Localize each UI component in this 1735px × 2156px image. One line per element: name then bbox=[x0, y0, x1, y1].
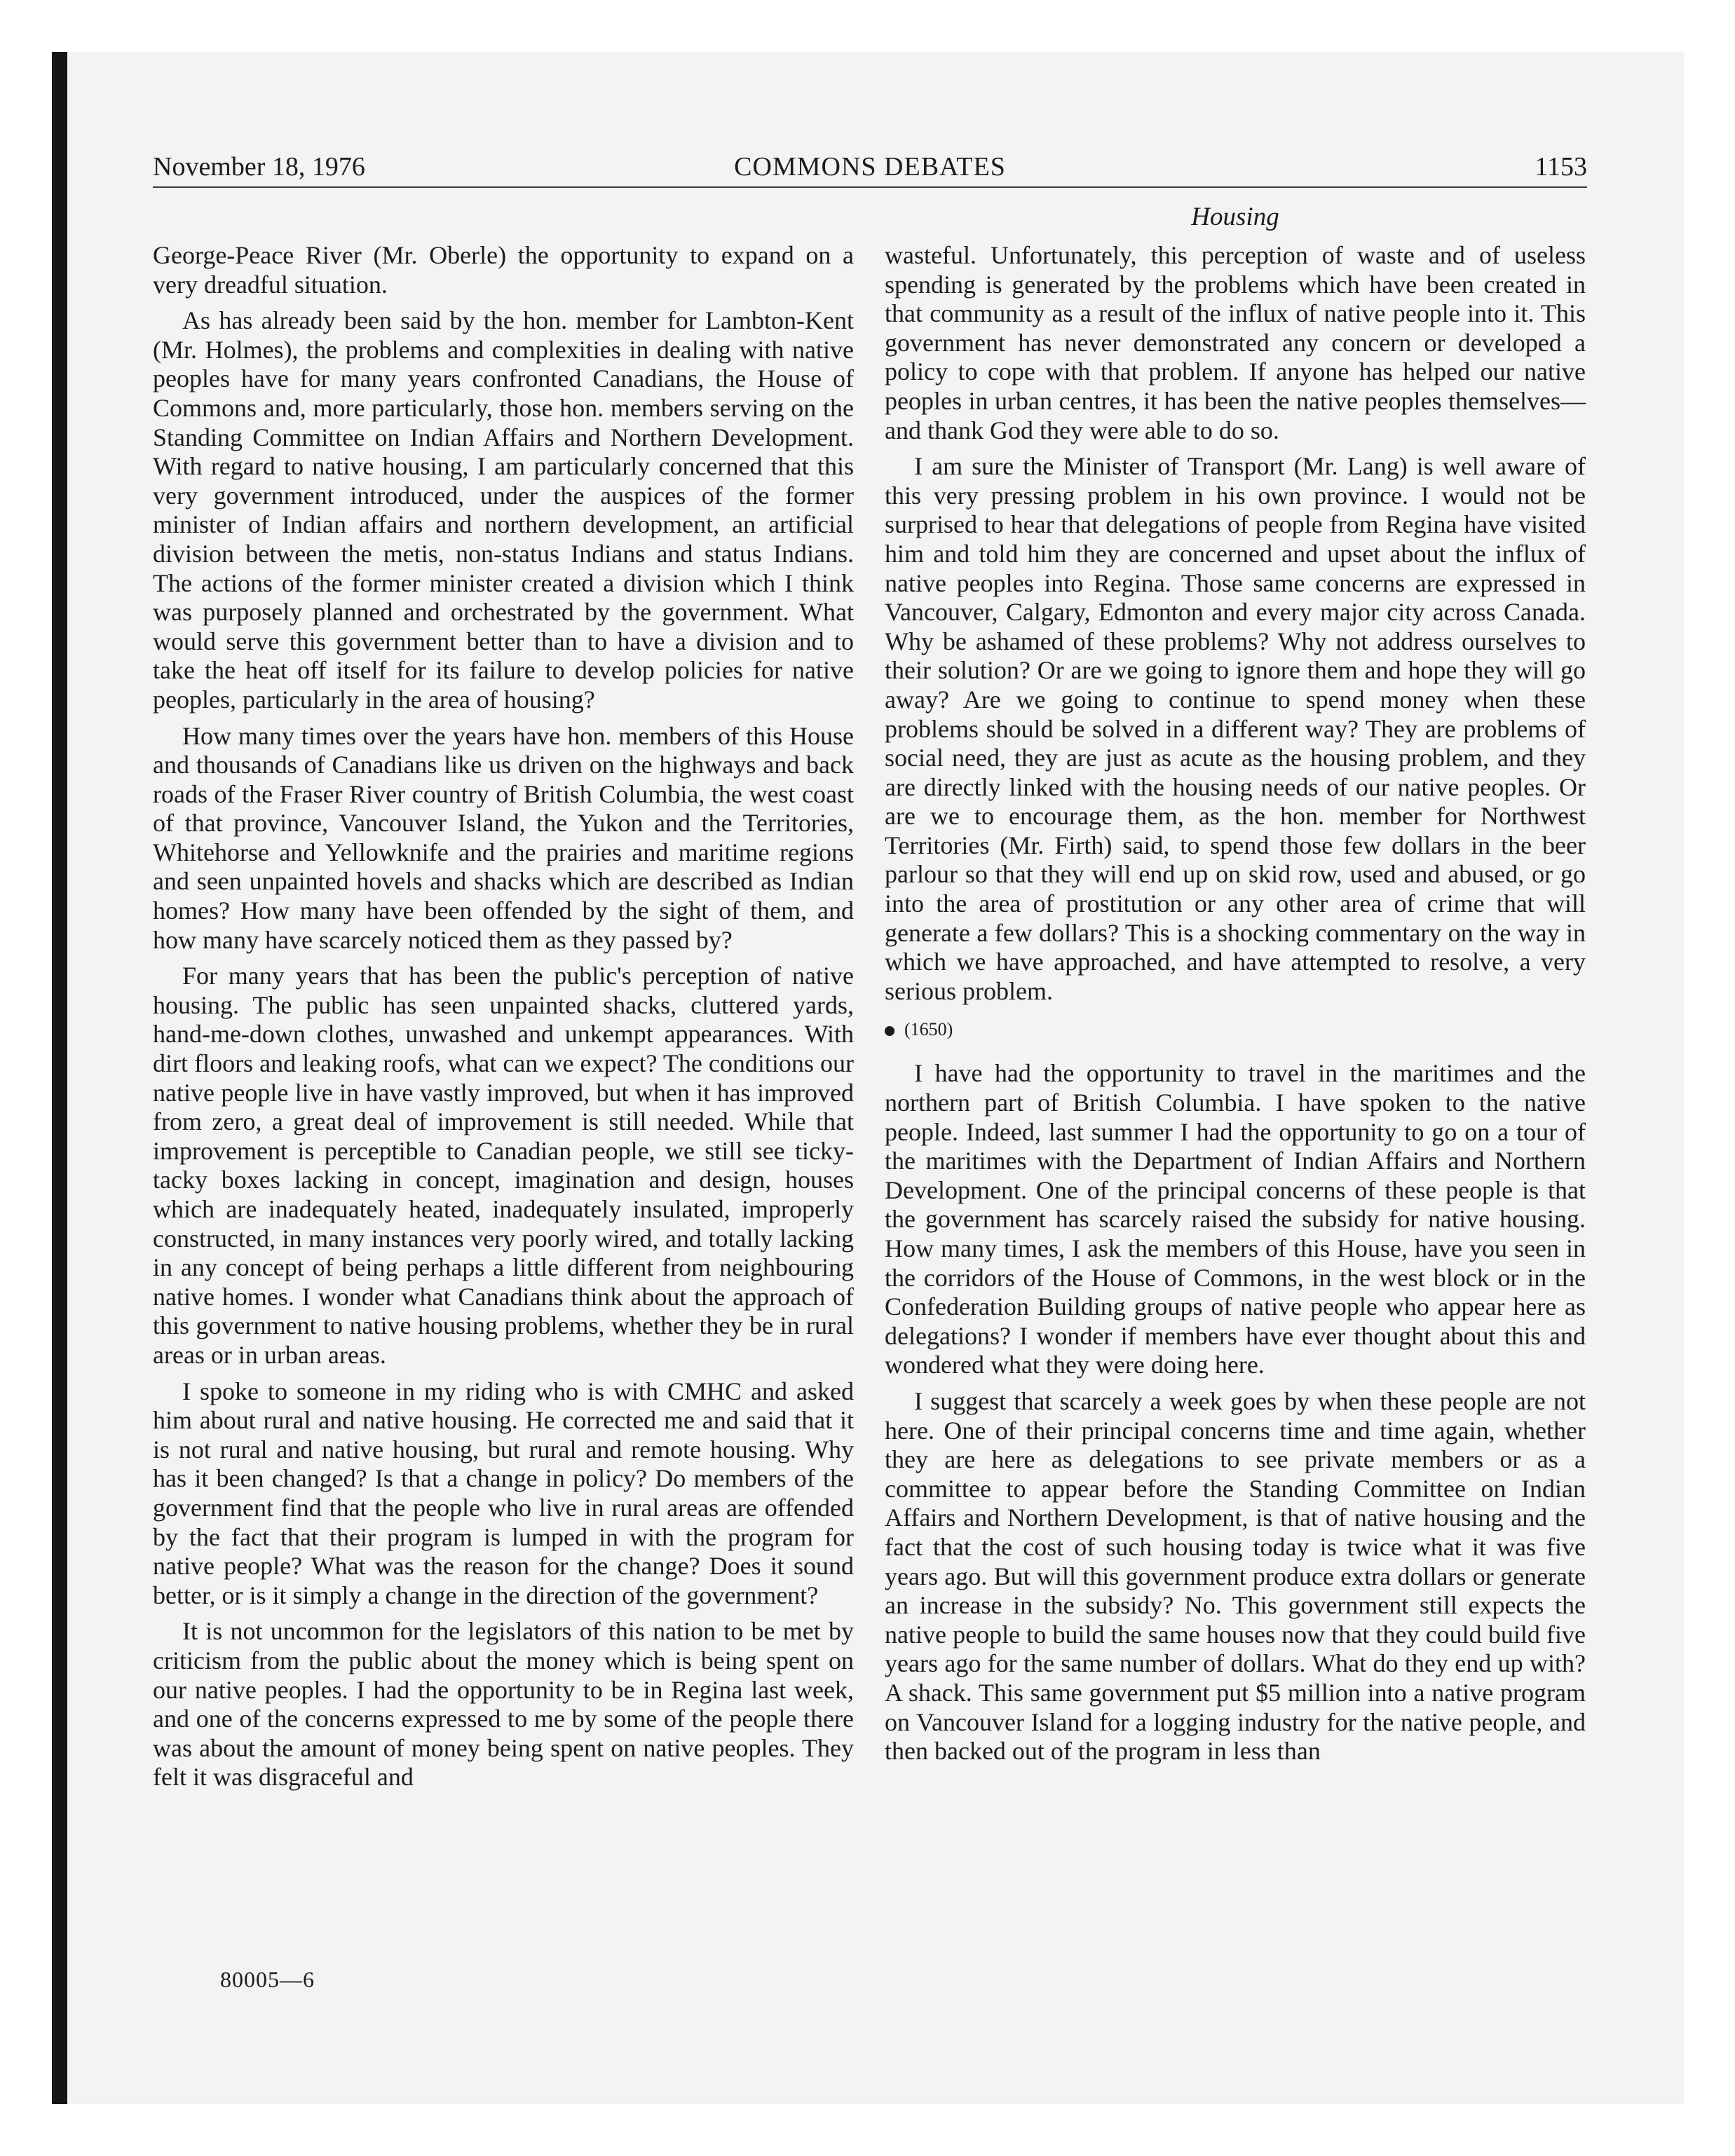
section-heading: Housing bbox=[1191, 203, 1279, 231]
running-header bbox=[153, 147, 1587, 188]
right-column bbox=[885, 241, 1586, 1773]
paragraph: George-Peace River (Mr. Oberle) the opportunity to expand on a very dreadful situation. bbox=[153, 241, 854, 299]
time-marker-label: (1650) bbox=[904, 1019, 953, 1040]
paragraph: I am sure the Minister of Transport (Mr. Lang) is well aware of this very pressing problem in his own province. I would not be surprised to hear that delegations of people from Regina have visited him and told him they are concerned and upset about the influx of native peoples into Regina. Those same concerns are expressed in Vancouver, Calgary, Edmonton and every major city across Canada. Why be ashamed of these problems? Why not address ourselves to their solution? Or are we going to ignore them and hope they will go away? Are we going to continue to spend money when these problems should be solved in a different way? They are problems of social need, they are just as acute as the housing problem, and they are directly linked with the housing needs of our native peoples. Or are we to encourage them, as the hon. member for Northwest Territories (Mr. Firth) said, to spend those few dollars in the beer parlour so that they will end up on skid row, used and abused, or go into the area of prostitution or any other area of crime that will generate a few dollars? This is a shocking commentary on the way in which we have approached, and have attempted to resolve, a very serious problem. bbox=[885, 452, 1586, 1005]
paragraph: wasteful. Unfortunately, this perception of waste and of useless spending is generated by the problems which have been created in that community as a result of the influx of native people into it. This government has never demonstrated any concern or developed a policy to cope with that problem. If anyone has helped our native peoples in urban centres, it has been the native peoples themselves—and thank God they were able to do so. bbox=[885, 241, 1586, 444]
scan-edge-bar bbox=[52, 52, 67, 2104]
bullet-icon bbox=[885, 1026, 894, 1036]
footer-code: 80005—6 bbox=[220, 1967, 315, 1992]
paragraph: How many times over the years have hon. members of this House and thousands of Canadians like us driven on the highways and back roads of the Fraser River country of British Columbia, the west coast of that province, Vancouver Island, the Yukon and the Territories, Whitehorse and Yellowknife and the prairies and maritime regions and seen unpainted hovels and shacks which are described as Indian homes? How many have been offended by the sight of them, and how many have scarcely noticed them as they passed by? bbox=[153, 721, 854, 954]
paragraph: For many years that has been the public's perception of native housing. The public has seen unpainted shacks, cluttered yards, hand-me-down clothes, unwashed and unkempt appearances. With dirt floors and leaking roofs, what can we expect? The conditions our native people live in have vastly improved, but when it has improved from zero, a great deal of improvement is still needed. While that improvement is perceptible to Canadian people, we still see ticky-tacky boxes lacking in concept, imagination and design, houses which are inadequately heated, inadequately insulated, improperly constructed, in many instances very poorly wired, and totally lacking in any concept of being perhaps a little different from neighbouring native homes. I wonder what Canadians think about the approach of this government to native housing problems, whether they be in rural areas or in urban areas. bbox=[153, 962, 854, 1369]
header-title: COMMONS DEBATES bbox=[734, 152, 1006, 182]
paragraph: I spoke to someone in my riding who is with CMHC and asked him about rural and native housing. He corrected me and said that it is not rural and native housing, but rural and remote housing. Why has it been changed? Is that a change in policy? Do members of the government find that the people who live in rural areas are offended by the fact that their program is lumped in with the program for native people? What was the reason for the change? Does it sound better, or is it simply a change in the direction of the government? bbox=[153, 1377, 854, 1609]
paragraph: I suggest that scarcely a week goes by when these people are not here. One of their principal concerns time and time again, whether they are here as delegations to see private members or as a committee to appear before the Standing Committee on Indian Affairs and Northern Development, is that of native housing and the fact that the cost of such housing today is twice what it was five years ago. But will this government produce extra dollars or generate an increase in the subsidy? No. This government still expects the native people to build the same houses now that they could build five years ago for the same number of dollars. What do they end up with? A shack. This same government put $5 million into a native program on Vancouver Island for a logging industry for the native people, and then backed out of the program in less than bbox=[885, 1386, 1586, 1766]
header-date: November 18, 1976 bbox=[153, 152, 365, 182]
paragraph: As has already been said by the hon. member for Lambton-Kent (Mr. Holmes), the problems and complexities in dealing with native peoples have for many years confronted Canadians, the House of Commons and, more particularly, those hon. members serving on the Standing Committee on Indian Affairs and Northern Development. With regard to native housing, I am particularly concerned that this very government introduced, under the auspices of the former minister of Indian affairs and northern development, an artificial division between the metis, non-status Indians and status Indians. The actions of the former minister created a division which I think was purposely planned and orchestrated by the government. What would serve this government better than to have a division and to take the heat off itself for its failure to develop policies for native peoples, particularly in the area of housing? bbox=[153, 306, 854, 714]
header-page-number: 1153 bbox=[1535, 152, 1587, 182]
paragraph: It is not uncommon for the legislators of this nation to be met by criticism from the public about the money which is being spent on our native peoples. I had the opportunity to be in Regina last week, and one of the concerns expressed to me by some of the people there was about the amount of money being spent on native peoples. They felt it was disgraceful and bbox=[153, 1617, 854, 1792]
time-marker bbox=[885, 1016, 1586, 1044]
left-column bbox=[153, 241, 854, 1799]
paragraph: I have had the opportunity to travel in the maritimes and the northern part of British Columbia. I have spoken to the native people. Indeed, last summer I had the opportunity to go on a tour of the maritimes with the Department of Indian Affairs and Northern Development. One of the principal concerns of these people is that the government has scarcely raised the subsidy for native housing. How many times, I ask the members of this House, have you seen in the corridors of the House of Commons, in the west block or in the Confederation Building groups of native people who appear here as delegations? I wonder if members have ever thought about this and wondered what they were doing here. bbox=[885, 1059, 1586, 1379]
